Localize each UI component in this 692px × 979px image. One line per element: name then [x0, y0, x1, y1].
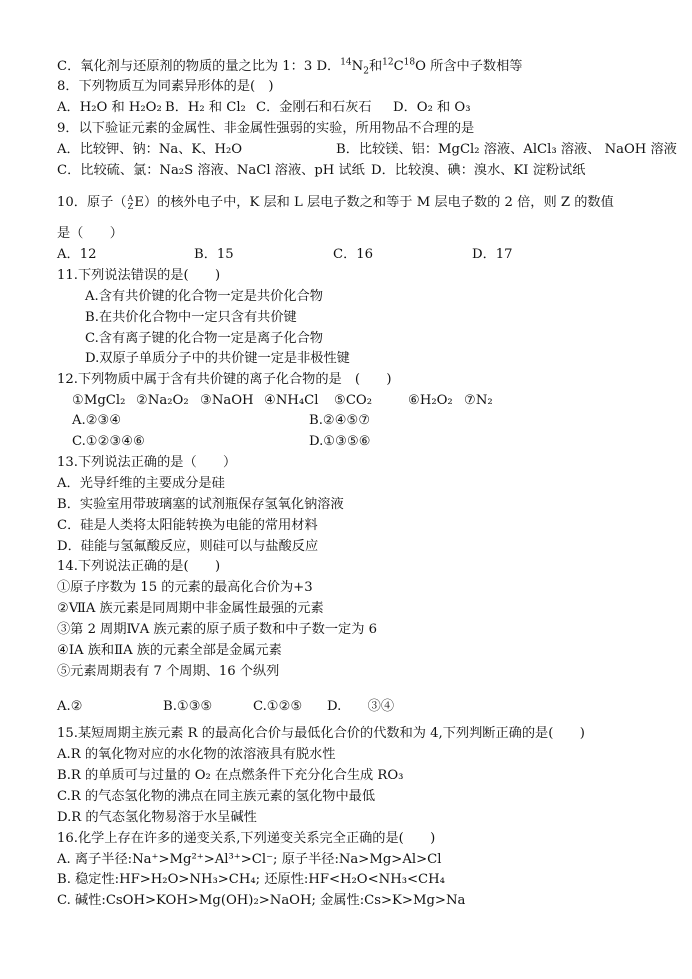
- q7-isotope-14: 14: [340, 57, 352, 68]
- q12-option-d: D.①③⑤⑥: [309, 434, 371, 449]
- q8-option-d: D．O₂ 和 O₃: [393, 100, 471, 115]
- q7-option-c-text: C．氧化剂与还原剂的物质的量之比为 1：3 D．: [57, 59, 341, 74]
- question-10-options: [57, 245, 657, 265]
- q12-item-1: ①MgCl₂: [72, 393, 126, 408]
- question-7-option-c-d: [57, 57, 522, 77]
- q12-option-c: C.①②③④⑥: [72, 434, 145, 449]
- q13-option-d: D．硅能与氢氟酸反应，则硅可以与盐酸反应: [57, 539, 319, 554]
- question-8-options: [57, 98, 657, 118]
- question-10: [57, 193, 614, 213]
- q12-option-a: A.②③④: [72, 413, 122, 428]
- q15-option-a: A.R 的氧化物对应的水化物的浓溶液具有脱水性: [57, 747, 336, 762]
- q10-mass-number: A: [127, 193, 134, 203]
- q14-statement-5: ⑤元素周期表有 7 个周期、16 个纵列: [57, 664, 280, 679]
- q10-stem: E）的核外电子中，K 层和 L 层电子数之和等于 M 层电子数的 2 倍，则 Z 的数值: [134, 195, 614, 210]
- q10-option-c: C．16: [333, 247, 374, 262]
- q12-item-7: ⑦N₂: [464, 393, 493, 408]
- q15-option-d: D.R 的气态氢化物易溶于水呈碱性: [57, 810, 257, 825]
- q14-option-b: B.①③⑤: [163, 699, 213, 714]
- question-12-options-ab: [72, 411, 632, 431]
- question-14-options: [57, 697, 617, 717]
- q15-option-b: B.R 的单质可与过量的 O₂ 在点燃条件下充分化合生成 RO₃: [57, 768, 404, 783]
- q12-item-5: ⑤CO₂: [334, 393, 373, 408]
- question-12-options-cd: [72, 432, 632, 452]
- question-15: 15.某短周期主族元素 R 的最高化合价与最低化合价的代数和为 4,下列判断正确的是( ): [57, 726, 585, 741]
- q16-option-a: A. 离子半径:Na⁺>Mg²⁺>Al³⁺>Cl⁻; 原子半径:Na>Mg>Al>Cl: [57, 852, 442, 867]
- q10-option-d: D．17: [472, 247, 513, 262]
- q15-option-c: C.R 的气态氢化物的沸点在同主族元素的氢化物中最低: [57, 789, 376, 804]
- question-16: 16.化学上存在许多的递变关系,下列递变关系完全正确的是( ): [57, 831, 436, 846]
- q13-option-a: A．光导纤维的主要成分是硅: [57, 476, 225, 491]
- q14-statement-1: ①原子序数为 15 的元素的最高化合价为+3: [57, 580, 313, 595]
- q11-option-c: C.含有离子键的化合物一定是离子化合物: [85, 331, 323, 346]
- question-11: 11.下列说法错误的是( ): [57, 268, 221, 283]
- q14-option-c: C.①②⑤: [253, 699, 303, 714]
- q9-option-d: D．比较溴、碘：溴水、KI 淀粉试纸: [371, 163, 586, 178]
- q9-option-c: C．比较硫、氯：Na₂S 溶液、NaCl 溶液、pH 试纸: [57, 163, 365, 178]
- q13-option-b: B．实验室用带玻璃塞的试剂瓶保存氢氧化钠溶液: [57, 497, 344, 512]
- q10-nuclide-symbol: [128, 195, 134, 211]
- q14-statement-4: ④ⅠA 族和ⅡA 族的元素全部是金属元素: [57, 643, 282, 658]
- q9-option-a: A．比较钾、钠：Na、K、H₂O: [57, 142, 243, 157]
- q14-option-d: D. ③④: [327, 699, 395, 714]
- q14-statement-2: ②ⅦA 族元素是同周期中非金属性最强的元素: [57, 601, 324, 616]
- q16-option-b: B. 稳定性:HF>H₂O>NH₃>CH₄; 还原性:HF<H₂O<NH₃<CH₄: [57, 872, 445, 887]
- q8-option-b: B．H₂ 和 Cl₂: [165, 100, 246, 115]
- q14-option-a: A.②: [57, 699, 83, 714]
- q7-c: C: [393, 59, 404, 74]
- q10-prefix: 10．原子（: [57, 195, 127, 210]
- question-13: 13.下列说法正确的是（ ）: [57, 455, 237, 470]
- question-14: 14.下列说法正确的是( ): [57, 559, 221, 574]
- question-9-options-cd: [57, 161, 657, 181]
- q11-option-b: B.在共价化合物中一定只含有共价键: [85, 310, 297, 325]
- q10-atomic-number: Z: [127, 201, 134, 211]
- q9-option-b: B．比较镁、铝：MgCl₂ 溶液、AlCl₃ 溶液、 NaOH 溶液: [336, 142, 677, 157]
- q7-n-sub: 2: [363, 66, 369, 77]
- q7-isotope-18: 18: [403, 57, 416, 68]
- q12-item-6: ⑥H₂O₂: [408, 393, 453, 408]
- q7-isotope-12: 12: [382, 57, 394, 68]
- q11-option-a: A.含有共价键的化合物一定是共价化合物: [85, 289, 323, 304]
- q11-option-d: D.双原子单质分子中的共价键一定是非极性键: [85, 351, 350, 366]
- question-9-options-ab: [57, 140, 677, 160]
- q10-option-b: B．15: [194, 247, 234, 262]
- q12-item-4: ④NH₄Cl: [264, 393, 319, 408]
- q16-option-c: C. 碱性:CsOH>KOH>Mg(OH)₂>NaOH; 金属性:Cs>K>Mg>Na: [57, 893, 466, 908]
- q13-option-c: C．硅是人类将太阳能转换为电能的常用材料: [57, 518, 318, 533]
- question-10-cont: 是（ ）: [57, 226, 123, 241]
- q7-and: 和: [368, 59, 383, 74]
- q7-n: N: [351, 59, 364, 74]
- q12-item-3: ③NaOH: [200, 393, 254, 408]
- question-9: 9．以下验证元素的金属性、非金属性强弱的实验，所用物品不合理的是: [57, 121, 475, 136]
- q8-option-c: C．金刚石和石灰石: [256, 100, 372, 115]
- q12-item-2: ②Na₂O₂: [136, 393, 189, 408]
- q7-o-text: O 所含中子数相等: [415, 59, 523, 74]
- q8-option-a: A．H₂O 和 H₂O₂: [57, 100, 162, 115]
- question-12-items: [72, 391, 632, 411]
- question-12: 12.下列物质中属于含有共价键的离子化合物的是 ( ): [57, 372, 392, 387]
- q10-option-a: A．12: [57, 247, 97, 262]
- q14-statement-3: ③第 2 周期ⅣA 族元素的原子质子数和中子数一定为 6: [57, 622, 377, 637]
- q12-option-b: B.②④⑤⑦: [309, 413, 371, 428]
- question-8: 8．下列物质互为同素异形体的是( ): [57, 79, 274, 94]
